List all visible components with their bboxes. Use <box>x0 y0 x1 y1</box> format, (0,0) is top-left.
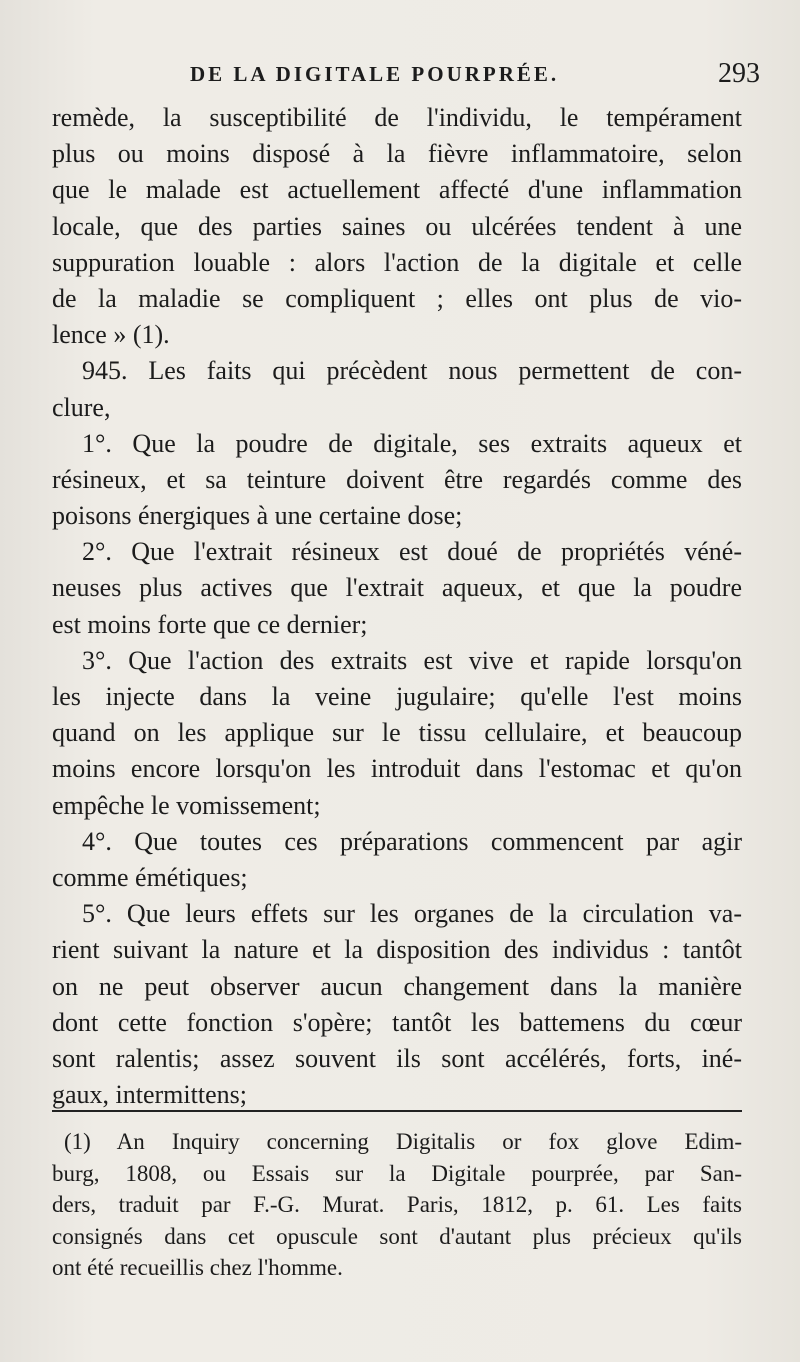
conclusion-5-start: 5°. Que leurs effets sur les organes de la circulation va- <box>82 899 742 929</box>
text-line: dont cette fonction s'opère; tantôt les battemens du cœur <box>52 1007 742 1037</box>
text-line: remède, la susceptibilité de l'individu, le tempérament <box>52 103 742 132</box>
text-line: lence » (1). <box>52 320 170 350</box>
text-line: rient suivant la nature et la disposition des individus : tantôt <box>52 935 742 965</box>
text-line: poisons énergiques à une certaine dose; <box>52 501 463 531</box>
footnote-divider <box>52 1110 742 1112</box>
text-line: de la maladie se compliquent ; elles ont plus de vio- <box>52 283 742 313</box>
footnote-line: (1) An Inquiry concerning Digitalis or fox glove Edim- <box>64 1129 742 1154</box>
text-line: résineux, et sa teinture doivent être regardés comme des <box>52 464 742 494</box>
text-line: comme émétiques; <box>52 862 248 892</box>
text-line: les injecte dans la veine jugulaire; qu'elle l'est moins <box>52 682 742 711</box>
footnote-line: consignés dans cet opuscule sont d'autant plus précieux qu'ils <box>52 1223 742 1249</box>
footnote <box>52 1126 742 1284</box>
paragraph-945-start: 945. Les faits qui précèdent nous permettent de con- <box>82 356 742 386</box>
running-title: DE LA DIGITALE POURPRÉE. <box>190 62 560 86</box>
footnote-line: burg, 1808, ou Essais sur la Digitale pourprée, par San- <box>52 1160 742 1186</box>
conclusion-1-start: 1°. Que la poudre de digitale, ses extraits aqueux et <box>82 428 742 458</box>
page-number: 293 <box>718 58 760 89</box>
text-line: locale, que des parties saines ou ulcérées tendent à une <box>52 211 742 241</box>
body-text <box>52 100 742 1113</box>
footnote-line: ders, traduit par F.-G. Murat. Paris, 1812, p. 61. Les faits <box>52 1192 742 1217</box>
page-header <box>190 58 760 98</box>
text-line: plus ou moins disposé à la fièvre inflammatoire, selon <box>52 139 742 169</box>
conclusion-4-start: 4°. Que toutes ces préparations commencent par agir <box>82 826 742 856</box>
text-line: quand on les applique sur le tissu cellulaire, et beaucoup <box>52 718 742 748</box>
conclusion-3-start: 3°. Que l'action des extraits est vive et rapide lorsqu'on <box>82 645 742 675</box>
text-line: sont ralentis; assez souvent ils sont accélérés, forts, iné- <box>52 1043 742 1073</box>
text-line: empêche le vomissement; <box>52 790 321 820</box>
text-line: neuses plus actives que l'extrait aqueux, et que la poudre <box>52 573 742 603</box>
text-line: suppuration louable : alors l'action de la digitale et celle <box>52 247 742 277</box>
footnote-line: ont été recueillis chez l'homme. <box>52 1255 343 1280</box>
text-line: est moins forte que ce dernier; <box>52 609 368 639</box>
text-line: moins encore lorsqu'on les introduit dans l'estomac et qu'on <box>52 754 742 784</box>
text-line: on ne peut observer aucun changement dans la manière <box>52 971 742 1001</box>
text-line: que le malade est actuellement affecté d'une inflammation <box>52 175 742 205</box>
conclusion-2-start: 2°. Que l'extrait résineux est doué de propriétés véné- <box>82 537 742 567</box>
text-line: gaux, intermittens; <box>52 1080 247 1110</box>
text-line: clure, <box>52 392 111 422</box>
